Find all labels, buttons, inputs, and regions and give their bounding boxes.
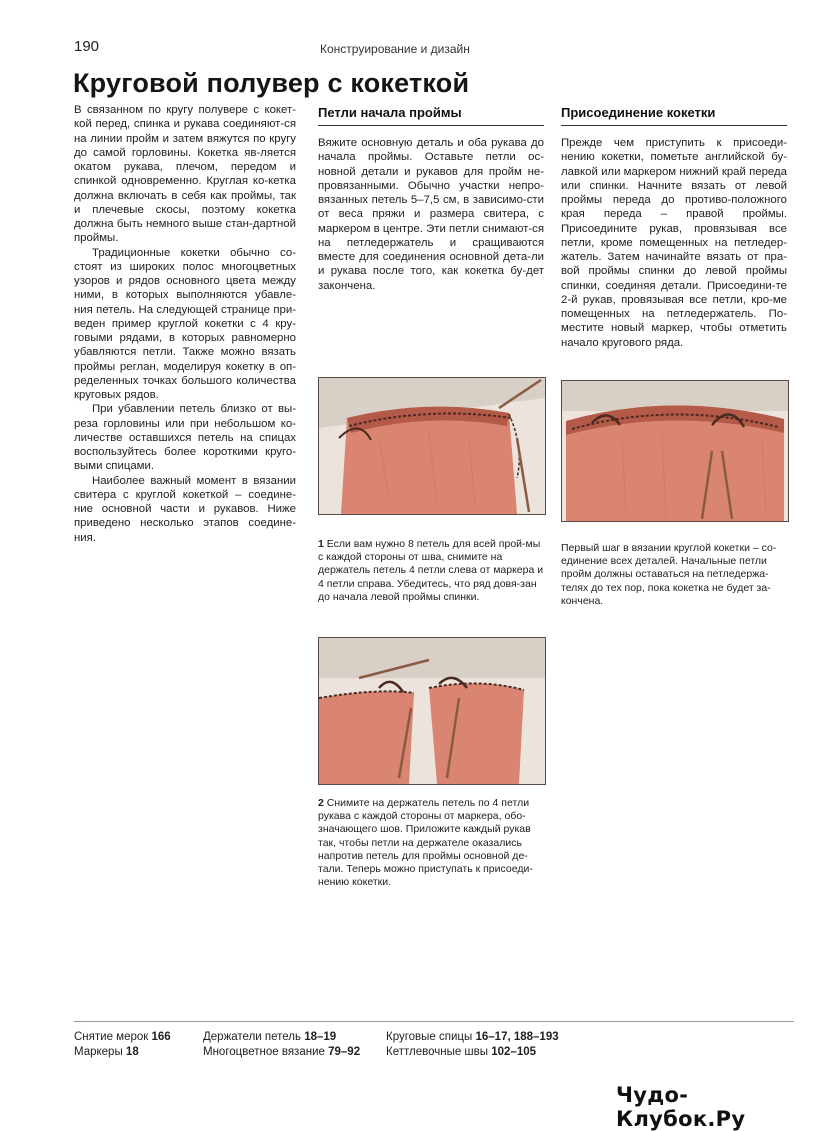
footer-rule — [74, 1021, 794, 1022]
caption-step-text: Снимите на держатель петель по 4 петли рукава с каждой стороны от маркера, обо-значающего шов. Приложите каждый рукав так, чтобы петли на держателе оказались напротив петель для проймы основной де-тали. Теперь можно приступать к присоеди-нению кокетки. — [318, 797, 533, 889]
heading-rule — [318, 125, 544, 126]
cross-reference: Держатели петель 18–19 — [203, 1031, 337, 1043]
section-text-yoke — [561, 136, 787, 350]
section-heading-armhole: Петли начала проймы — [318, 105, 462, 120]
sleeve-joined-illustration — [561, 380, 789, 522]
sleeve-against-body-drawing — [319, 638, 545, 784]
cross-reference: Маркеры 18 — [74, 1045, 139, 1058]
section-text-armhole — [318, 136, 544, 293]
page-number: 190 — [74, 38, 100, 55]
caption-step-2 — [318, 797, 544, 889]
knitted-body-illustration — [318, 377, 546, 515]
intro-paragraph: В связанном по кругу полувере с кокет-кой перед, спинка и рукава соединяют-ся на линии пройм и затем вяжутся по кругу до самой горловины. Кокетка яв-ляется окатом рукава, плечом, передом и спинкой одновременно. Круглая ко-кетка должна включать в себя как проймы, так и плечевые скосы, поэтому кокетка должна быть немного выше стан-дартной проймы. — [74, 104, 296, 245]
cross-reference-column — [74, 1030, 171, 1059]
heading-rule — [561, 125, 787, 126]
cross-reference-column — [386, 1030, 559, 1059]
intro-paragraph: Наиболее важный момент в вязании свитера с круглой кокеткой – соедине-ние основной части и рукавов. Ниже приведено несколько этапов соедине-ния. — [74, 474, 296, 544]
caption-step-text: Если вам нужно 8 петель для всей прой-мы с каждой стороны от шва, снимите на держатель петель 4 петли слева от маркера и 4 петли справа. Убедитесь, что ряд довя-зан до начала левой проймы спинки. — [318, 538, 544, 603]
yoke-paragraph: Прежде чем приступить к присоеди-нению кокетки, пометьте английской бу-лавкой или маркером нижний край переда или спинки. Начните вязать от левой проймы переда до противо-положного края переда – правой проймы. Присоедините рукав, провязывая все петли, кроме помещенных на петледер-жатель. Затем начинайте вязать от пра-вой проймы спинки до левой проймы спинки, соединяя детали. Присоедини-те 2-й рукав, провязывая все петли, кро-ме помещенных на петледержатель. По-местите новый маркер, чтобы отметить начало кругового ряда. — [561, 137, 787, 349]
caption-step-number: 1 — [318, 538, 324, 550]
cross-reference: Кеттлевочные швы 102–105 — [386, 1045, 537, 1058]
sleeve-against-body-illustration — [318, 637, 546, 785]
running-head: Конструирование и дизайн — [320, 42, 470, 56]
armhole-paragraph: Вяжите основную деталь и оба рукава до начала проймы. Оставьте петли ос-новной детали и рукавов для пройм не-провязанными. Обычно участки непро-вязанных петель 5–7,5 см, в зависимо-сти от веса пряжи и размера свитера, с маркером в центре. Эти петли снимают-ся на петледержатель и сращиваются вместе для соединения основной дета-ли и рукава после того, как кокетка бу-дет закончена. — [318, 137, 544, 292]
caption-step-number: 2 — [318, 797, 324, 809]
sleeve-joined-drawing — [562, 381, 788, 521]
site-watermark-logo: Чудо-Клубок.Ру — [616, 1083, 746, 1131]
intro-paragraph: При убавлении петель близко от вы-реза горловины или при небольшом ко-личестве оставшихся петель на спицах воспользуйтесь более короткими круго-выми спицами. — [74, 403, 296, 473]
intro-column — [74, 103, 296, 545]
cross-reference: Снятие мерок 166 — [74, 1031, 171, 1043]
section-heading-yoke: Присоединение кокетки — [561, 105, 716, 120]
intro-paragraph: Традиционные кокетки обычно со-стоят из широких полос многоцветных узоров и рядов основного цвета между ними, в которых выполняются убавле-ния петель. На следующей странице при-веден пример круглой кокетки с 4 кру-говыми рядами, в которых равномерно убавляются петли. Также можно вязать проймы реглан, моделируя кокетку в оп-ределенных точках большого количества круговых рядов. — [74, 246, 296, 401]
knitted-body-drawing — [319, 378, 545, 514]
cross-reference-column — [203, 1030, 360, 1059]
cross-reference: Многоцветное вязание 79–92 — [203, 1045, 361, 1058]
caption-step-3: Первый шаг в вязании круглой кокетки – со-единение всех деталей. Начальные петли пройм должны оставаться на петледержа-телях до тех пор, пока кокетка не будет за-кончена. — [561, 542, 777, 607]
caption-step-1 — [318, 538, 544, 604]
page-title: Круговой полувер с кокеткой — [73, 68, 470, 98]
cross-reference: Круговые спицы 16–17, 188–193 — [386, 1031, 559, 1043]
